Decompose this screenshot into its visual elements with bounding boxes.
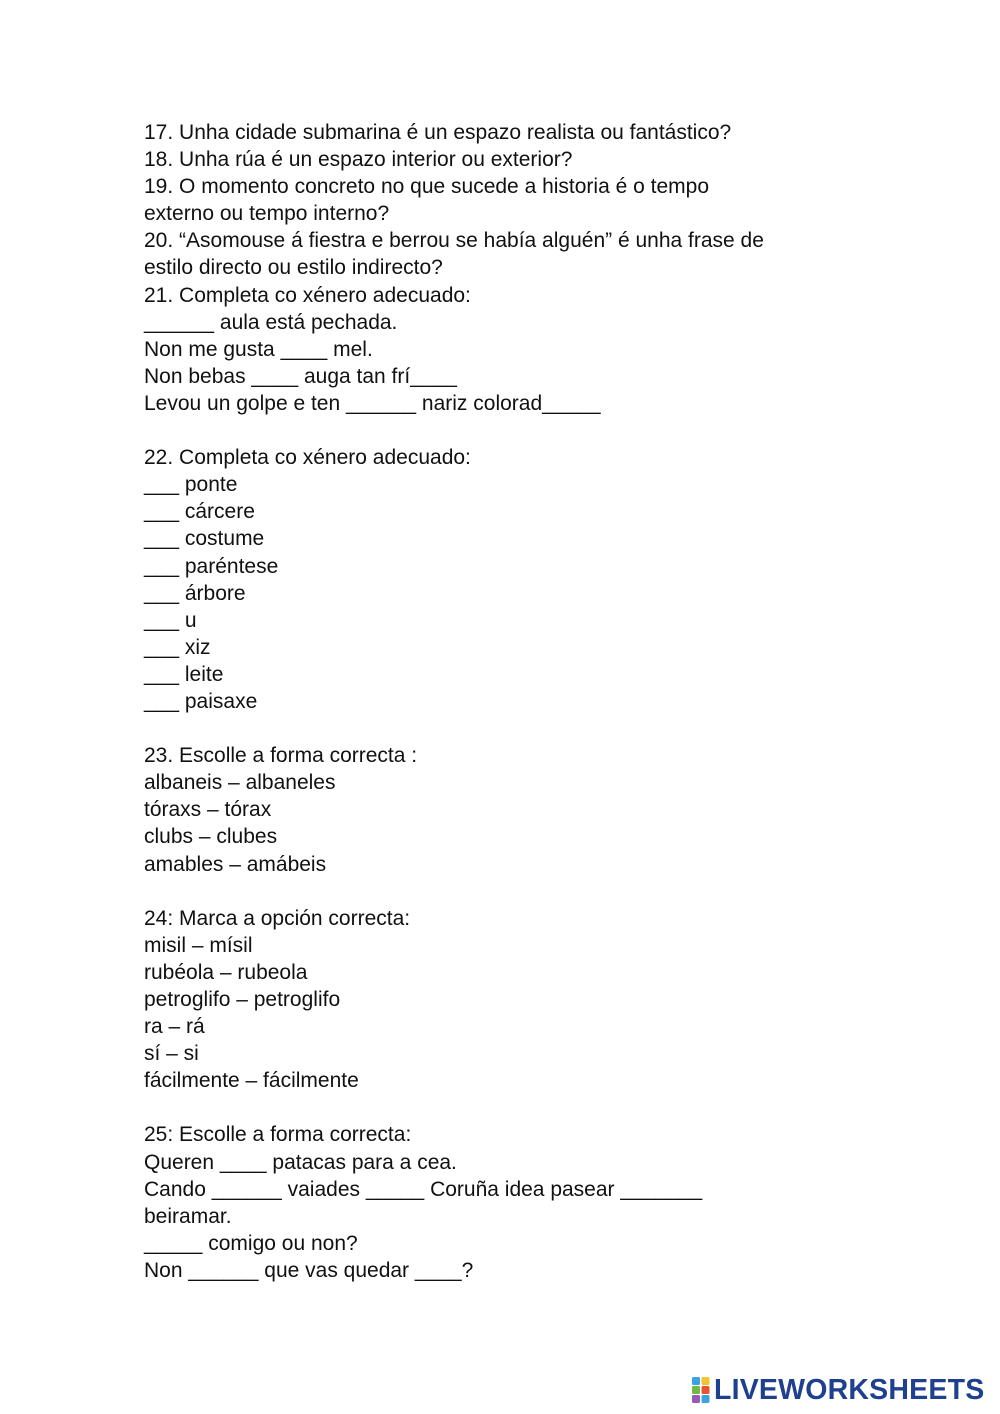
question-21-item: ______ aula está pechada. xyxy=(144,310,398,334)
question-22-item: ___ u xyxy=(144,608,197,632)
worksheet-body xyxy=(144,119,904,1284)
question-18: 18. Unha rúa é un espazo interior ou exterior? xyxy=(144,148,573,172)
question-24-item: petroglifo – petroglifo xyxy=(144,988,341,1011)
question-24-item: sí – si xyxy=(144,1042,199,1066)
question-25-item: beiramar. xyxy=(144,1204,232,1228)
question-21-item: Non me gusta ____ mel. xyxy=(144,337,373,361)
question-24-item: rubéola – rubeola xyxy=(144,960,308,984)
question-22-item: ___ costume xyxy=(144,527,265,551)
question-22-item: ___ xiz xyxy=(144,635,211,659)
spacer xyxy=(144,715,904,742)
question-20-line-2: estilo directo ou estilo indirecto? xyxy=(144,256,443,280)
question-25-item: Non ______ que vas quedar ____? xyxy=(144,1258,474,1282)
question-22-item: ___ paisaxe xyxy=(144,689,258,713)
brand-name: LIVEWORKSHEETS xyxy=(714,1374,985,1406)
spacer xyxy=(144,878,904,905)
question-22-item: ___ ponte xyxy=(144,473,238,497)
question-25-item: Cando ______ vaiades _____ Coruña idea pasear _______ xyxy=(144,1177,703,1201)
question-25-title: 25: Escolle a forma correcta: xyxy=(144,1123,412,1147)
question-24-item: misil – mísil xyxy=(144,933,253,957)
question-24-title: 24: Marca a opción correcta: xyxy=(144,906,411,930)
question-23-item: albaneis – albaneles xyxy=(144,771,336,795)
liveworksheets-logo-icon xyxy=(692,1377,710,1403)
question-22-title: 22. Completa co xénero adecuado: xyxy=(144,446,471,470)
question-23-title: 23. Escolle a forma correcta : xyxy=(144,744,418,768)
question-24-item: ra – rá xyxy=(144,1015,205,1039)
question-21-item: Levou un golpe e ten ______ nariz colorad_____ xyxy=(144,391,601,415)
question-23-item: amables – amábeis xyxy=(144,852,327,876)
question-22-item: ___ leite xyxy=(144,662,224,686)
question-25-item: Queren ____ patacas para a cea. xyxy=(144,1150,457,1174)
spacer xyxy=(144,417,904,444)
question-23-item: tóraxs – tórax xyxy=(144,798,272,822)
question-19-line-1: 19. O momento concreto no que sucede a historia é o tempo xyxy=(144,175,710,199)
liveworksheets-brand[interactable] xyxy=(692,1373,984,1407)
question-22-item: ___ cárcere xyxy=(144,500,255,524)
question-23-item: clubs – clubes xyxy=(144,825,278,849)
question-22-item: ___ árbore xyxy=(144,581,246,605)
question-22-item: ___ paréntese xyxy=(144,554,279,578)
question-21-title: 21. Completa co xénero adecuado: xyxy=(144,283,471,307)
spacer xyxy=(144,1094,904,1121)
question-24-item: fácilmente – fácilmente xyxy=(144,1069,359,1093)
question-19-line-2: externo ou tempo interno? xyxy=(144,202,390,226)
question-20-line-1: 20. “Asomouse á fiestra e berrou se había alguén” é unha frase de xyxy=(144,229,764,253)
question-17: 17. Unha cidade submarina é un espazo realista ou fantástico? xyxy=(144,121,732,144)
question-21-item: Non bebas ____ auga tan frí____ xyxy=(144,364,457,388)
question-25-item: _____ comigo ou non? xyxy=(144,1231,358,1255)
